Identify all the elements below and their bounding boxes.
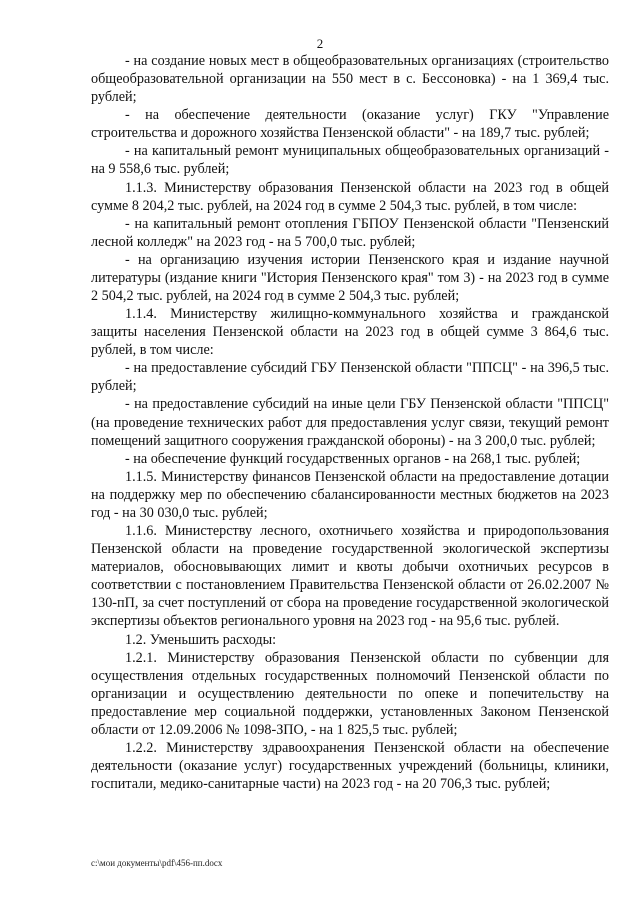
paragraph-1-1-3-education: 1.1.3. Министерству образования Пензенской области на 2023 год в общей сумме 8 204,2 тыс. рублей, на 2024 год в сумме 2 504,3 тыс. рублей, в том числе:: [91, 179, 609, 214]
paragraph-1-1-5-finance: 1.1.5. Министерству финансов Пензенской области на предоставление дотации на поддержку мер по обеспечению сбалансированности местных бюджетов на 2023 год - на 30 030,0 тыс. рублей;: [91, 468, 609, 521]
page-number: 2: [316, 36, 324, 51]
paragraph-1-1-6-forestry: 1.1.6. Министерству лесного, охотничьего хозяйства и природопользования Пензенской области на проведение государственной экологической экспертизы материалов, обосновывающих лимит и квоты добычи охотничьих ресурсов в соответствии с постановлением Правительства Пензенской области от 26.02.2007 № 130-пП, за счет поступлений от сбора на проведение государственной экологической экспертизы объектов регионального уровня на 2023 год - на 95,6 тыс. рублей.: [91, 523, 609, 630]
paragraph-new-school-places: - на создание новых мест в общеобразовательных организациях (строительство общеобразовательной организации на 550 мест в с. Бессоновка) - на 1 369,4 тыс. рублей;: [91, 53, 609, 106]
footer-file-path: c:\мои документы\pdf\456-пп.docx: [91, 858, 223, 868]
document-body: [91, 52, 609, 793]
paragraph-ppsc-other-subsidy: - на предоставление субсидий на иные цели ГБУ Пензенской области "ППСЦ" (на проведение технических работ для предоставления услуг связи, текущий ремонт помещений защитного сооружения гражданской обороны) - на 3 200,0 тыс. рублей;: [91, 396, 609, 449]
paragraph-gku-construction: - на обеспечение деятельности (оказание услуг) ГКУ "Управление строительства и дорожного хозяйства Пензенской области" - на 189,7 тыс. рублей;: [91, 107, 609, 142]
paragraph-history-book: - на организацию изучения истории Пензенского края и издание научной литературы (издание книги "История Пензенского края" том 3) - на 2023 год в сумме 2 504,2 тыс. рублей, на 2024 год в сумме 2 504,3 тыс. рублей;: [91, 251, 609, 305]
paragraph-1-2-1-education: 1.2.1. Министерству образования Пензенской области по субвенции для осуществления отдельных государственных полномочий Пензенской области по организации и осуществлению деятельности по опеке и попечительству на предоставление мер социальной поддержки, установленных Законом Пензенской области от 12.09.2006 № 1098-ЗПО, - на 1 825,5 тыс. рублей;: [91, 649, 609, 738]
paragraph-ppsc-subsidy: - на предоставление субсидий ГБУ Пензенской области "ППСЦ" - на 396,5 тыс. рублей;: [91, 360, 609, 395]
paragraph-school-repair: - на капитальный ремонт муниципальных общеобразовательных организаций - на 9 558,6 тыс. рублей;: [91, 143, 609, 178]
paragraph-state-bodies: - на обеспечение функций государственных органов - на 268,1 тыс. рублей;: [125, 450, 581, 467]
paragraph-forest-college-heating: - на капитальный ремонт отопления ГБПОУ Пензенской области "Пензенский лесной колледж" на 2023 год - на 5 700,0 тыс. рублей;: [91, 215, 609, 250]
paragraph-1-1-4-housing: 1.1.4. Министерству жилищно-коммунального хозяйства и гражданской защиты населения Пензенской области на 2023 год в общей сумме 3 864,6 тыс. рублей, в том числе:: [91, 306, 609, 359]
paragraph-1-2-2-health: 1.2.2. Министерству здравоохранения Пензенской области на обеспечение деятельности (оказание услуг) государственных учреждений (больницы, клиники, госпитали, медико-санитарные части) на 2023 год - на 20 706,3 тыс. рублей;: [91, 739, 609, 793]
paragraph-1-2-reduce: 1.2. Уменьшить расходы:: [125, 631, 277, 648]
